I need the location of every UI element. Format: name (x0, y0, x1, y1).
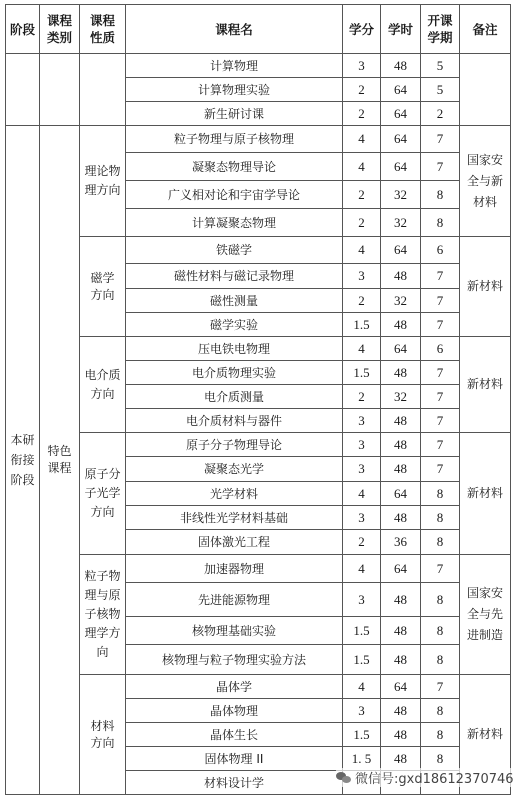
course-term: 7 (421, 264, 460, 289)
course-hours: 48 (381, 457, 421, 482)
course-credit: 4 (343, 153, 381, 181)
course-hours: 32 (381, 385, 421, 409)
course-name: 广义相对论和宇宙学导论 (126, 181, 343, 209)
header-credit: 学分 (343, 5, 381, 54)
note-cell-empty (460, 54, 511, 126)
table-row (6, 237, 511, 264)
course-name: 计算物理实验 (126, 78, 343, 102)
course-credit: 2 (343, 289, 381, 313)
course-name: 磁性测量 (126, 289, 343, 313)
table-row (6, 433, 511, 457)
category-cell-empty (40, 54, 80, 126)
course-name: 磁学实验 (126, 313, 343, 337)
course-term: 7 (421, 409, 460, 433)
course-credit: 3 (343, 506, 381, 530)
course-name: 粒子物理与原子核物理 (126, 126, 343, 153)
course-credit: 1.5 (343, 361, 381, 385)
course-term: 7 (421, 126, 460, 153)
course-term: 7 (421, 675, 460, 699)
course-hours: 48 (381, 506, 421, 530)
course-name: 新生研讨课 (126, 102, 343, 126)
nature-cell: 粒子物理与原子核物理学方向 (80, 555, 126, 675)
course-credit: 3 (343, 54, 381, 78)
course-name: 固体物理 II (126, 747, 343, 771)
watermark (336, 768, 514, 787)
course-term: 8 (421, 747, 460, 771)
course-name: 铁磁学 (126, 237, 343, 264)
course-name: 固体激光工程 (126, 530, 343, 555)
wechat-icon (336, 771, 352, 785)
course-name: 磁性材料与磁记录物理 (126, 264, 343, 289)
course-hours: 64 (381, 555, 421, 583)
course-name: 原子分子物理导论 (126, 433, 343, 457)
course-credit: 3 (343, 264, 381, 289)
header-hours: 学时 (381, 5, 421, 54)
course-credit: 4 (343, 675, 381, 699)
nature-cell: 磁学方向 (80, 237, 126, 337)
header-name: 课程名 (126, 5, 343, 54)
table-row (6, 54, 511, 78)
note-cell: 新材料 (460, 433, 511, 555)
course-hours: 48 (381, 699, 421, 723)
course-hours: 48 (381, 433, 421, 457)
course-hours: 48 (381, 313, 421, 337)
course-term: 7 (421, 313, 460, 337)
course-term: 7 (421, 457, 460, 482)
course-name: 电介质物理实验 (126, 361, 343, 385)
course-name: 压电铁电物理 (126, 337, 343, 361)
course-term: 8 (421, 723, 460, 747)
course-credit: 1.5 (343, 723, 381, 747)
course-hours: 48 (381, 645, 421, 675)
course-name: 计算物理 (126, 54, 343, 78)
course-credit: 4 (343, 237, 381, 264)
nature-cell: 材料方向 (80, 675, 126, 795)
course-hours: 48 (381, 409, 421, 433)
course-hours: 64 (381, 482, 421, 506)
course-credit: 1.5 (343, 313, 381, 337)
course-hours: 48 (381, 361, 421, 385)
nature-cell: 电介质方向 (80, 337, 126, 433)
header-row (6, 5, 511, 54)
note-cell: 新材料 (460, 675, 511, 795)
course-term: 7 (421, 433, 460, 457)
course-credit: 3 (343, 699, 381, 723)
table-row (6, 337, 511, 361)
course-term: 2 (421, 102, 460, 126)
course-term: 7 (421, 289, 460, 313)
course-credit: 2 (343, 530, 381, 555)
course-term: 7 (421, 385, 460, 409)
course-credit: 1.5 (343, 617, 381, 645)
course-term: 8 (421, 209, 460, 237)
note-cell: 国家安全与新材料 (460, 126, 511, 237)
course-name: 凝聚态物理导论 (126, 153, 343, 181)
course-name: 凝聚态光学 (126, 457, 343, 482)
course-name: 晶体生长 (126, 723, 343, 747)
course-term: 7 (421, 555, 460, 583)
category-cell: 特色课程 (40, 126, 80, 795)
course-hours: 64 (381, 675, 421, 699)
course-term: 8 (421, 645, 460, 675)
note-cell: 新材料 (460, 237, 511, 337)
table-row (6, 555, 511, 583)
course-credit: 4 (343, 337, 381, 361)
course-term: 6 (421, 237, 460, 264)
course-credit: 3 (343, 457, 381, 482)
course-credit: 1. 5 (343, 747, 381, 771)
course-hours: 36 (381, 530, 421, 555)
course-credit: 3 (343, 409, 381, 433)
course-credit: 2 (343, 181, 381, 209)
course-name: 核物理与粒子物理实验方法 (126, 645, 343, 675)
course-hours: 48 (381, 747, 421, 771)
course-credit: 4 (343, 555, 381, 583)
course-hours: 32 (381, 209, 421, 237)
course-term: 8 (421, 482, 460, 506)
course-name: 光学材料 (126, 482, 343, 506)
table-row (6, 675, 511, 699)
course-term: 8 (421, 699, 460, 723)
note-cell: 新材料 (460, 337, 511, 433)
course-name: 电介质测量 (126, 385, 343, 409)
course-term: 8 (421, 617, 460, 645)
course-hours: 64 (381, 337, 421, 361)
course-hours: 32 (381, 289, 421, 313)
course-term: 5 (421, 54, 460, 78)
note-cell: 国家安全与先进制造 (460, 555, 511, 675)
course-term: 7 (421, 153, 460, 181)
course-term: 7 (421, 361, 460, 385)
header-category: 课程类别 (40, 5, 80, 54)
course-credit: 3 (343, 583, 381, 617)
course-term: 8 (421, 530, 460, 555)
course-name: 先进能源物理 (126, 583, 343, 617)
course-credit: 4 (343, 126, 381, 153)
course-hours: 64 (381, 153, 421, 181)
course-name: 电介质材料与器件 (126, 409, 343, 433)
course-term: 8 (421, 506, 460, 530)
course-term: 8 (421, 181, 460, 209)
header-term: 开课学期 (421, 5, 460, 54)
course-credit: 2 (343, 209, 381, 237)
header-stage: 阶段 (6, 5, 40, 54)
nature-cell-empty (80, 54, 126, 126)
course-hours: 64 (381, 102, 421, 126)
course-name: 加速器物理 (126, 555, 343, 583)
course-hours: 48 (381, 264, 421, 289)
course-credit: 3 (343, 433, 381, 457)
course-credit: 2 (343, 102, 381, 126)
course-name: 计算凝聚态物理 (126, 209, 343, 237)
table-row (6, 126, 511, 153)
course-hours: 32 (381, 181, 421, 209)
header-note: 备注 (460, 5, 511, 54)
course-name: 材料设计学 (126, 771, 343, 795)
course-hours: 48 (381, 583, 421, 617)
watermark-text: 微信号:gxd18612370746 (355, 772, 514, 787)
course-hours: 48 (381, 54, 421, 78)
course-hours: 64 (381, 78, 421, 102)
course-name: 核物理基础实验 (126, 617, 343, 645)
course-hours: 48 (381, 723, 421, 747)
course-table (5, 4, 511, 795)
course-term: 8 (421, 583, 460, 617)
course-name: 非线性光学材料基础 (126, 506, 343, 530)
course-credit: 4 (343, 482, 381, 506)
course-term: 5 (421, 78, 460, 102)
course-credit: 2 (343, 385, 381, 409)
stage-cell: 本研衔接阶段 (6, 126, 40, 795)
course-name: 晶体学 (126, 675, 343, 699)
header-nature: 课程性质 (80, 5, 126, 54)
course-name: 晶体物理 (126, 699, 343, 723)
course-hours: 64 (381, 237, 421, 264)
course-credit: 1.5 (343, 645, 381, 675)
nature-cell: 理论物理方向 (80, 126, 126, 237)
course-hours: 64 (381, 126, 421, 153)
course-credit: 2 (343, 78, 381, 102)
stage-cell-empty (6, 54, 40, 126)
course-hours: 48 (381, 617, 421, 645)
nature-cell: 原子分子光学方向 (80, 433, 126, 555)
course-term: 6 (421, 337, 460, 361)
